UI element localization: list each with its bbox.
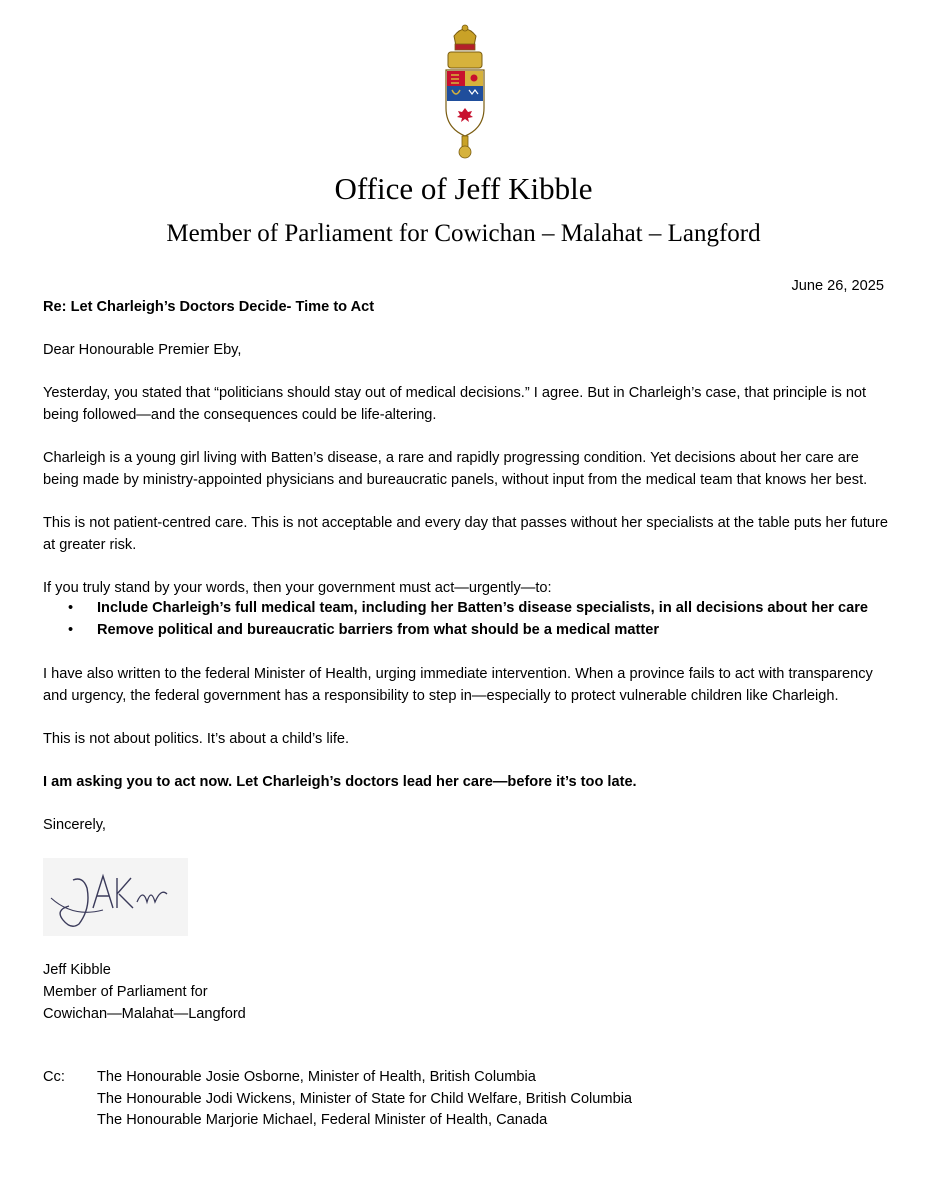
paragraph-1: Yesterday, you stated that “politicians should stay out of medical decisions.” I agree. But in Charleigh’s case, that principle is not being followed—and the consequences could be life-altering. <box>43 385 867 423</box>
list-item-text: Remove political and bureaucratic barriers from what should be a medical matter <box>97 622 660 638</box>
bullet-icon: • <box>68 622 74 638</box>
house-of-commons-crest-icon <box>436 24 494 160</box>
list-item <box>68 598 898 620</box>
subject-line: Re: Let Charleigh’s Doctors Decide- Time to Act <box>43 299 375 315</box>
paragraph-4: If you truly stand by your words, then your government must act—urgently—to: <box>43 580 552 596</box>
valediction: Sincerely, <box>43 817 106 833</box>
office-title: Office of Jeff Kibble <box>334 171 593 206</box>
letter-date: June 26, 2025 <box>791 278 884 294</box>
paragraph-2: Charleigh is a young girl living with Batten’s disease, a rare and rapidly progressing condition. Yet decisions about her care are being made by ministry-appointed physicians and bureaucratic panels, without input from the medical team that knows her best. <box>43 450 868 488</box>
paragraph-5: I have also written to the federal Minister of Health, urging immediate intervention. When a province fails to act with transparency and urgency, the federal government has a responsibility to step in—especially to protect vulnerable children like Charleigh. <box>43 666 873 704</box>
action-list <box>68 598 898 642</box>
signatory-title: Member of Parliament for <box>43 984 208 1000</box>
office-subtitle: Member of Parliament for Cowichan – Malahat – Langford <box>166 220 761 247</box>
cc-recipient: The Honourable Jodi Wickens, Minister of State for Child Welfare, British Columbia <box>97 1090 633 1107</box>
bullet-icon: • <box>68 600 74 616</box>
signatory-name: Jeff Kibble <box>43 962 111 978</box>
paragraph-6: This is not about politics. It’s about a child’s life. <box>43 731 350 747</box>
signatory-riding: Cowichan—Malahat—Langford <box>43 1006 246 1022</box>
cc-list <box>97 1067 887 1132</box>
salutation: Dear Honourable Premier Eby, <box>43 342 242 358</box>
closing-statement: I am asking you to act now. Let Charleigh’s doctors lead her care—before it’s too late. <box>43 774 637 790</box>
cc-recipient: The Honourable Marjorie Michael, Federal Minister of Health, Canada <box>97 1112 548 1128</box>
cc-label: Cc: <box>43 1069 65 1085</box>
list-item-text: Include Charleigh’s full medical team, including her Batten’s disease specialists, in all decisions about her care <box>97 600 869 616</box>
list-item <box>68 620 898 642</box>
cc-recipient: The Honourable Josie Osborne, Minister of Health, British Columbia <box>97 1069 536 1085</box>
handwritten-signature-icon <box>43 858 188 936</box>
paragraph-3: This is not patient-centred care. This is not acceptable and every day that passes without her specialists at the table puts her future at greater risk. <box>43 515 889 553</box>
